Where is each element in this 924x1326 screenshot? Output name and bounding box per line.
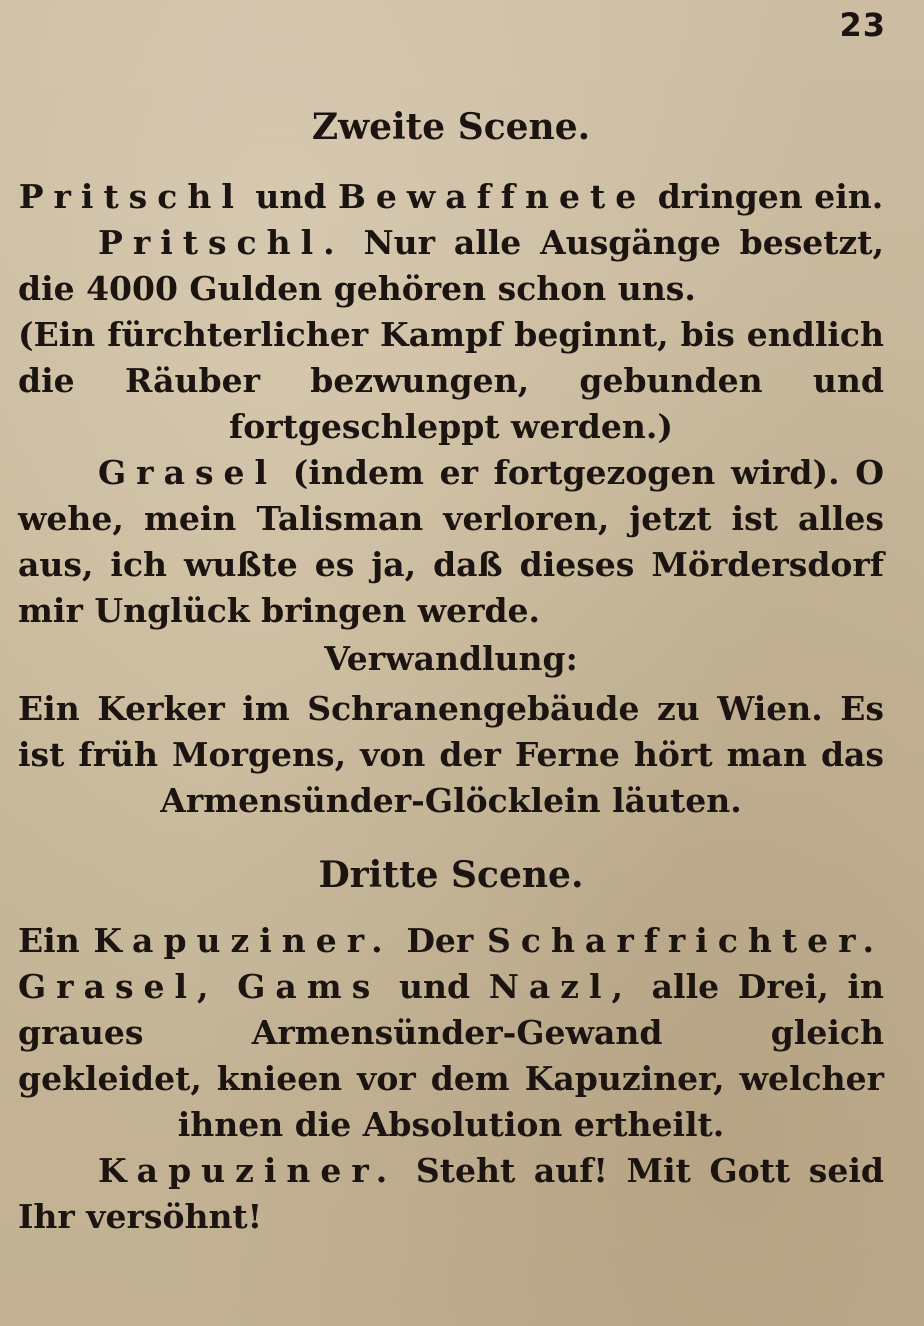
- speaker-name: Kapuziner.: [93, 921, 393, 960]
- cast-text: Ein: [18, 921, 94, 960]
- cast-text: und: [380, 967, 489, 1006]
- stage-entry-text: und: [243, 177, 338, 216]
- scene-heading: Dritte Scene.: [318, 854, 584, 896]
- dialogue-text: Nur alle Ausgänge besetzt, die 4000 Gulden gehören schon uns.: [18, 223, 884, 308]
- cast-text: Der: [392, 921, 488, 960]
- transformation-label: Verwandlung:: [324, 639, 578, 678]
- dialogue-line: [18, 450, 884, 634]
- dialogue-text: (indem er fortgezogen wird). O wehe, mein Talisman verloren, jetzt ist alles aus, ich wußte es ja, daß dieses Mördersdorf mir Unglück bringen werde.: [18, 453, 884, 630]
- speaker-name: Gams: [237, 967, 381, 1006]
- stage-entry: [18, 174, 884, 220]
- page-number: 23: [839, 6, 886, 44]
- speaker-name: Grasel: [98, 453, 278, 492]
- armed-men: Bewaffnete: [337, 177, 647, 216]
- speaker-name: Pritschl: [18, 177, 244, 216]
- dialogue-text: Steht auf! Mit Gott seid Ihr versöhnt!: [18, 1151, 884, 1236]
- scene-setting: Ein Kerker im Schranengebäude zu Wien. Es ist früh Morgens, von der Ferne hört man das Armensünder-Glöcklein läuten.: [18, 689, 884, 820]
- stage-entry-end: dringen ein.: [646, 177, 884, 216]
- speaker-name: Pritschl.: [98, 223, 345, 262]
- page-text: [18, 104, 884, 1240]
- speaker-name: Nazl,: [488, 967, 633, 1006]
- speaker-name: Grasel,: [18, 967, 219, 1006]
- scene-heading: Zweite Scene.: [311, 106, 591, 148]
- speaker-name: Kapuziner.: [98, 1151, 398, 1190]
- stage-direction: (Ein fürchterlicher Kampf beginnt, bis endlich die Räuber bezwungen, gebunden und fortgeschleppt werden.): [18, 315, 884, 446]
- dialogue-line: [18, 220, 884, 312]
- cast-list: [18, 918, 884, 1148]
- cast-text: [219, 967, 238, 1006]
- speaker-name: Scharfrichter.: [487, 921, 884, 960]
- dialogue-line: [18, 1148, 884, 1240]
- cast-text: alle Drei, in graues Armensünder-Gewand gleich gekleidet, knieen vor dem Kapuziner, welcher ihnen die Absolution ertheilt.: [18, 967, 884, 1144]
